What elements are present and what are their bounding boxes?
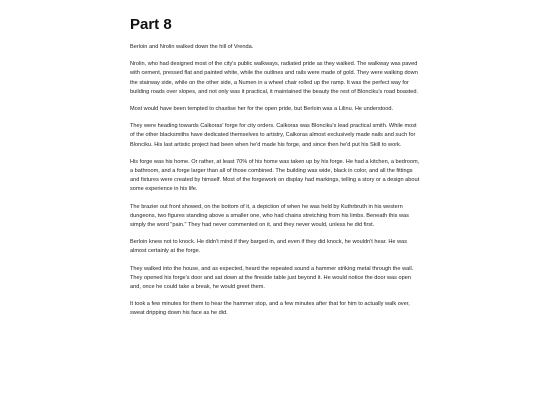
paragraph-4: They were heading towards Calkoras' forge for city orders. Calkoras was Blonciku's lead practical smith. While most of the other blacksmiths have dedicated themselves to artistry, Calkoras almost exclusively made nails and such for Blonciku. His last artistic project had been when he'd made his forge, and since then he'd put his Skill to work. <box>130 123 417 148</box>
paragraph-7: Berloin knew not to knock. He didn't mind if they barged in, and even if they did knock, he wouldn't hear. He was almost certainly at the forge. <box>130 239 408 255</box>
paragraph-3: Most would have been tempted to chastise her for the open pride, but Berloin was a Lilinu. He understood. <box>130 106 394 113</box>
document-page <box>130 16 420 327</box>
paragraph-5: His forge was his home. Or rather, at least 70% of his home was taken up by his forge. He had a kitchen, a bedroom, a bathroom, and a forge larger than all of those combined. The building was wide, black in color, and all the fittings and fixtures were created by himself. Most of the forgework on display had markings, telling a story or a design about some experience in his life. <box>130 158 420 193</box>
paragraph-8: They walked into the house, and as expected, heard the repeated sound a hammer striking metal through the wall. They opened his forge's door and sat down at the fireside table just beyond it. He would notice the door was open and, once he could take a break, he would greet them. <box>130 265 414 291</box>
paragraph-9: It took a few minutes for them to hear the hammer stop, and a few minutes after that for him to actually walk over, sweat dripping down his face as he did. <box>130 301 410 317</box>
paragraph-6: The brazier out front showed, on the bottom of it, a depiction of when he was held by Kuthrbruth in his western dungeons, two figures standing above a smaller one, who had chains stretching from his limbs. Beneath this was simply the word "pain." They had never commented on it, and they never would, unless he did first. <box>130 203 409 229</box>
paragraph-2: Nrolin, who had designed most of the city's public walkways, radiated pride as they walked. The walkway was paved with cement, pressed flat and painted white, while the outlines and rails were made of gold. They were walking down the stairway side, while on the other side, a Numen in a wheel chair rolled up the ramp. It was the perfect way for building roads over slopes, and not only was it practical, it maintained the beauty the rest of Blonciku's road boasted. <box>130 61 419 95</box>
page-title: Part 8 <box>130 16 172 33</box>
paragraph-1: Berloin and Nrolin walked down the hill of Vrenda. <box>130 44 254 50</box>
